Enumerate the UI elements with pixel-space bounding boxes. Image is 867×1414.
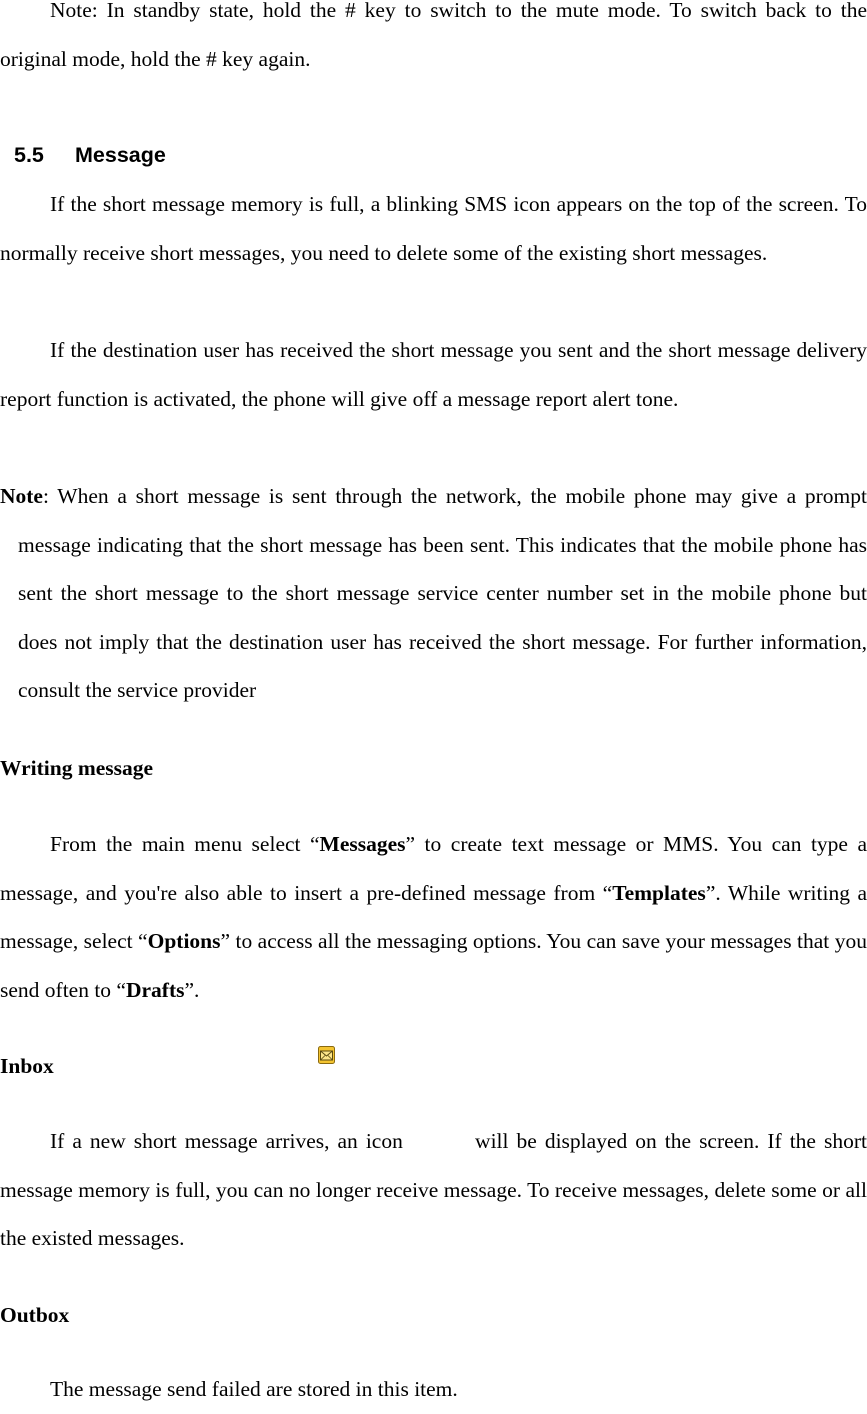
outbox-heading: Outbox [0, 1303, 70, 1327]
messages-term: Messages [319, 832, 406, 856]
outbox-paragraph: The message send failed are stored in this item. [50, 1377, 458, 1401]
inbox-paragraph: If a new short message arrives, an icon will be displayed on the screen. If the short message memory is full, you can no longer receive message. To receive messages, delete some or all the existed messages. [0, 1129, 867, 1251]
memory-full-paragraph: If the short message memory is full, a blinking SMS icon appears on the top of the screen. To normally receive short messages, you need to delete some of the existing short messages. [0, 192, 867, 265]
inbox-heading: Inbox [0, 1054, 54, 1078]
writing-message-heading: Writing message [0, 756, 154, 780]
drafts-term: Drafts [125, 977, 185, 1002]
delivery-report-paragraph: If the destination user has received the short message you sent and the short message delivery report function is activated, the phone will give off a message report alert tone. [0, 338, 867, 411]
new-message-envelope-icon [318, 1046, 335, 1064]
templates-term: Templates [612, 880, 706, 905]
options-term: Options [147, 929, 221, 954]
section-title: Message [75, 143, 166, 167]
writing-message-paragraph: From the main menu select “Messages” to create text message or MMS. You can type a message, and you're also able to insert a pre-defined message from “Templates”. While writing a message, select “Options” to access all the messaging options. You can save your messages that you send often to “Drafts”. [0, 832, 867, 1002]
mute-note-paragraph: Note: In standby state, hold the # key to switch to the mute mode. To switch back to the original mode, hold the # key again. [0, 0, 867, 71]
section-heading [14, 141, 166, 169]
section-number: 5.5 [14, 143, 44, 167]
note-text: : When a short message is sent through the network, the mobile phone may give a prompt message indicating that the short message has been sent. This indicates that the mobile phone has sent the short message to the short message service center number set in the mobile phone but does not imply that the destination user has received the short message. For further information, consult the service provider [18, 484, 867, 703]
note-label: Note [0, 484, 43, 508]
network-note-paragraph [0, 472, 867, 715]
